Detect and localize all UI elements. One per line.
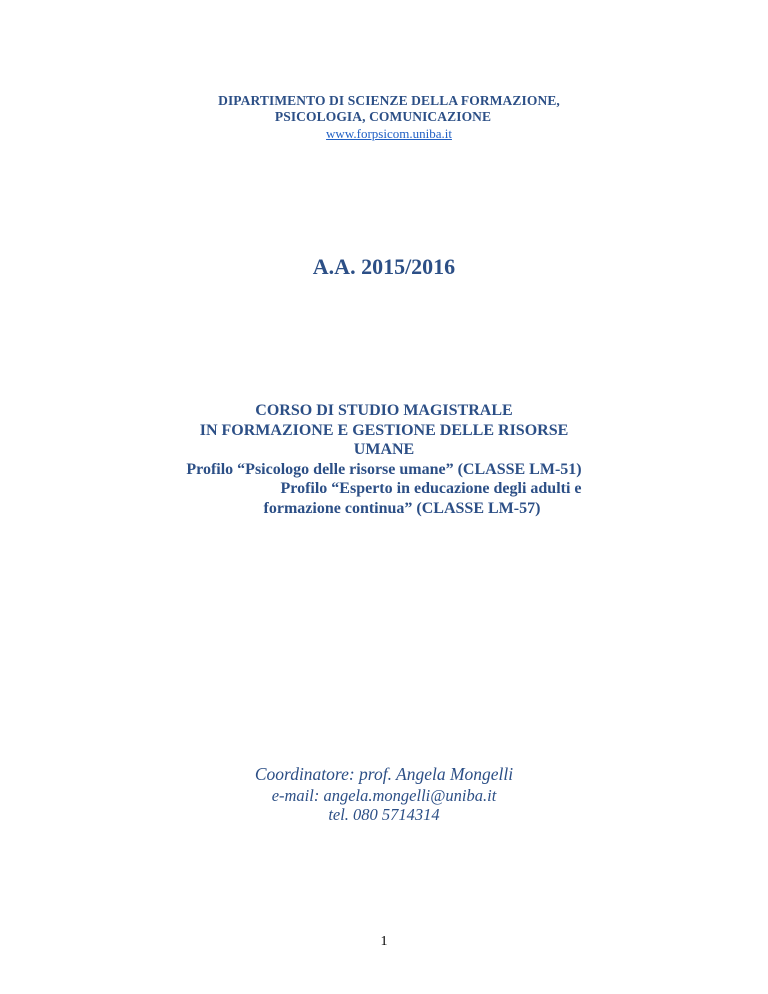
- course-title-line1: CORSO DI STUDIO MAGISTRALE: [255, 402, 513, 419]
- coordinator-block: [0, 765, 768, 825]
- department-name-line2: PSICOLOGIA, COMUNICAZIONE: [274, 109, 492, 124]
- course-title-line2: IN FORMAZIONE E GESTIONE DELLE RISORSE: [199, 421, 569, 439]
- coordinator-email: e-mail: angela.mongelli@uniba.it: [271, 785, 497, 805]
- page-number: 1: [380, 934, 388, 949]
- profile-psychologist: Profilo “Psicologo delle risorse umane” (CLASSE LM-51): [186, 460, 582, 478]
- profile-adult-education-line2: formazione continua” (CLASSE LM-57): [263, 499, 541, 517]
- coordinator-phone: tel. 080 5714314: [328, 805, 440, 824]
- course-title-line3: UMANE: [353, 441, 415, 458]
- department-website-link[interactable]: www.forpsicom.uniba.it: [326, 126, 452, 141]
- coordinator-name: Coordinatore: prof. Angela Mongelli: [254, 764, 514, 784]
- department-header: [0, 93, 768, 143]
- academic-year-title: A.A. 2015/2016: [312, 254, 456, 279]
- profile-adult-education-line1: Profilo “Esperto in educazione degli adulti e: [280, 480, 582, 497]
- department-name-line1: DIPARTIMENTO DI SCIENZE DELLA FORMAZIONE,: [218, 93, 560, 108]
- course-block: [0, 401, 768, 518]
